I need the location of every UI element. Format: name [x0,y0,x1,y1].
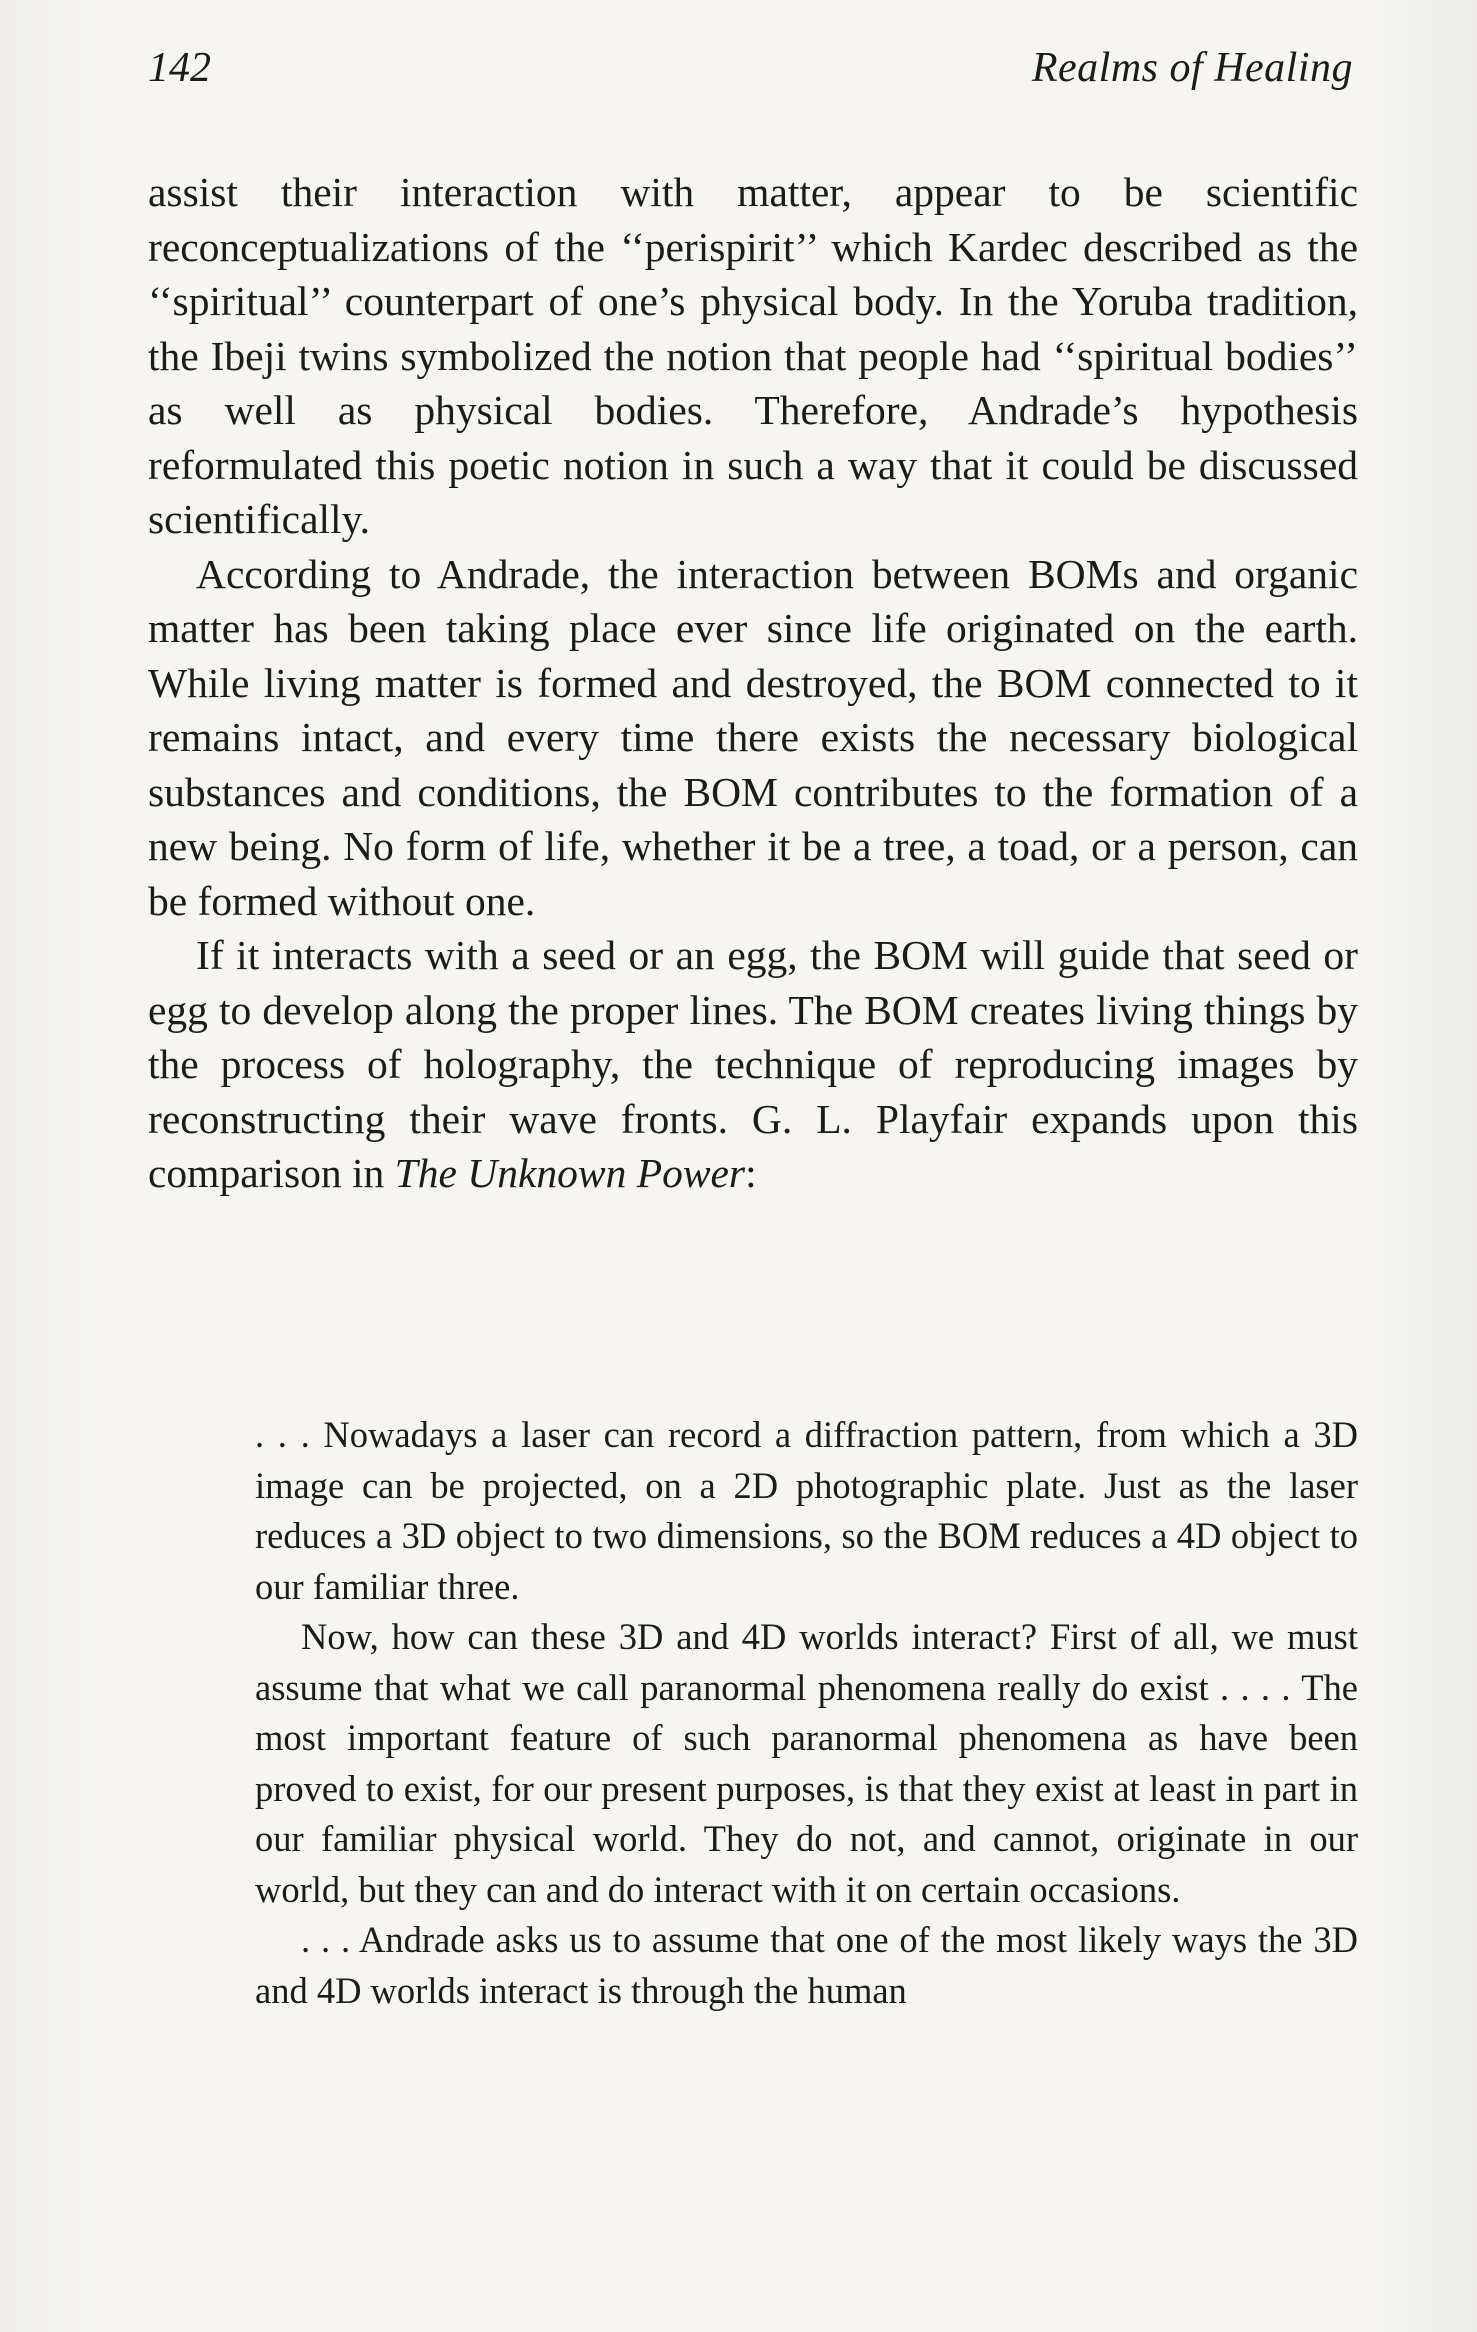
paragraph-text: If it interacts with a seed or an egg, the BOM will guide that seed or egg to develop along the proper lines. The BOM creates living things by the process of holography, the technique of reproducing images by reconstructing their wave fronts. G. L. Playfair expands upon this comparison in [148,932,1358,1196]
running-head [148,44,1353,104]
paragraph-text: : [745,1150,757,1196]
quote-paragraph: . . . Nowadays a laser can record a diffraction pattern, from which a 3D image can be projected, on a 2D photographic plate. Just as the laser reduces a 3D object to two dimensions, so the BOM reduces a 4D object to our familiar three. [255,1414,1358,1607]
book-title: Realms of Healing [1031,45,1353,91]
quote-paragraph: . . . Andrade asks us to assume that one of the most likely ways the 3D and 4D worlds interact is through the human [255,1919,1358,2011]
paragraph [148,928,1358,1201]
block-quote [255,1410,1358,2016]
body-text [148,165,1358,1201]
cited-book-title: The Unknown Power [394,1150,746,1196]
paragraph: assist their interaction with matter, appear to be scientific reconceptualizations of the ‘‘perispirit’’ which Kardec described as the ‘‘spiritual’’ counterpart of one’s physical body. In the Yoruba tradition, the Ibeji twins symbolized the notion that people had ‘‘spiritual bodies’’ as well as physical bodies. Therefore, Andrade’s hypothesis reformulated this poetic notion in such a way that it could be discussed scientifically. [148,169,1358,542]
page-number: 142 [148,45,211,91]
quote-paragraph: Now, how can these 3D and 4D worlds interact? First of all, we must assume that what we call paranormal phenomena really do exist . . . . The most important feature of such paranormal phenomena as have been proved to exist, for our present purposes, is that they exist at least in part in our familiar physical world. They do not, and cannot, originate in our world, but they can and do interact with it on certain occasions. [255,1616,1358,1910]
paragraph: According to Andrade, the interaction between BOMs and organic matter has been taking place ever since life originated on the earth. While living matter is formed and destroyed, the BOM connected to it remains intact, and every time there exists the necessary biological substances and conditions, the BOM contributes to the formation of a new being. No form of life, whether it be a tree, a toad, or a person, can be formed without one. [148,550,1358,924]
